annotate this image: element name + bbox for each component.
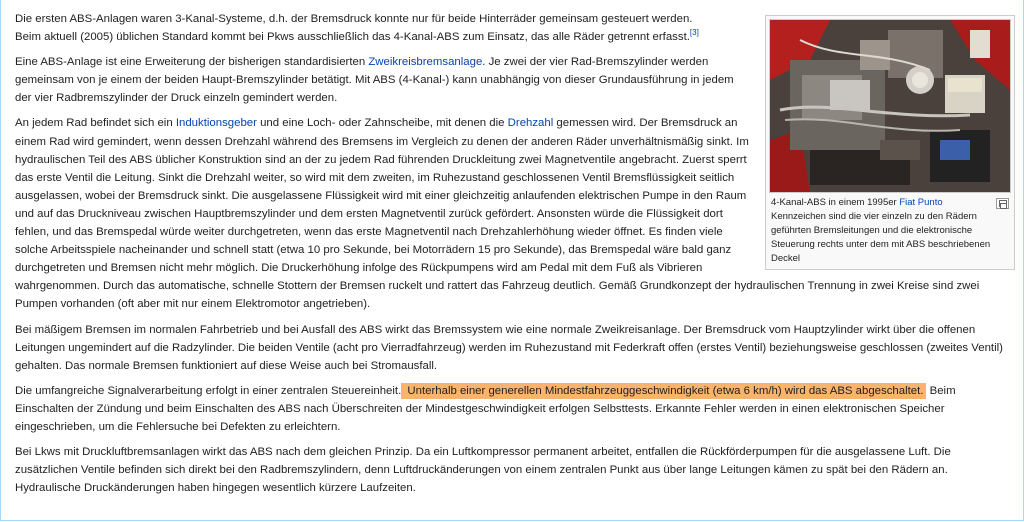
p5-text-b: Beim Einschalten der Zündung und beim Einschalten des ABS nach Überschreiten der Mindestgeschwindigkeit erfolgen Selbsttests. Erkannte Fehler werden in einen elektronischen Speicher eingeschrieben, um die Fehlersuche bei Defekten zu erleichtern. xyxy=(15,384,956,433)
caption-text-b: Kennzeichen sind die vier einzeln zu den Rädern geführten Bremsleitungen und die elektronische Steuerung rechts unter dem mit ABS beschriebenen Deckel xyxy=(771,211,991,265)
paragraph-6: Bei Lkws mit Druckluftbremsanlagen wirkt das ABS nach dem gleichen Prinzip. Da ein Luftkompressor permanent arbeitet, entfallen die Rückförderpumpen für die ausgelassene Luft. Die zusätzlichen Ventile befinden sich direkt bei den Radbremszylindern, denn Luftdruckänderungen von einem zentralen Punkt aus über lange Leitungen kämen zu spät bei den Rädern an. Hydraulische Druckänderungen haben hingegen wesentlich kürzere Laufzeiten. xyxy=(15,446,951,495)
p3-text-b: und eine Loch- oder Zahnscheibe, mit denen die xyxy=(256,117,508,130)
engine-bay-image[interactable] xyxy=(769,19,1011,193)
p1-line1: Die ersten ABS-Anlagen waren 3-Kanal-Systeme, d.h. der Bremsdruck konnte nur für beide Hinterräder gemeinsam gesteuert werden. xyxy=(15,13,693,25)
reference-3[interactable] xyxy=(690,28,699,37)
link-zweikreisbremsanlage[interactable]: Zweikreisbremsanlage xyxy=(368,56,483,69)
highlighted-sentence: Unterhalb einer generellen Mindestfahrzeuggeschwindigkeit (etwa 6 km/h) wird das ABS abgeschaltet. xyxy=(401,383,926,399)
figure-thumbnail xyxy=(765,15,1015,270)
figure-caption xyxy=(769,193,1011,266)
paragraph-5 xyxy=(15,382,1015,436)
article-content xyxy=(15,10,1015,504)
p3-text-a: An jedem Rad befindet sich ein xyxy=(15,117,176,130)
link-drehzahl[interactable]: Drehzahl xyxy=(507,117,554,130)
p2-text-b: . Je zwei der vier Rad-Bremszylinder werden gemeinsam von je einem der beiden Haupt-Bremszylinder betätigt. Mit ABS (4-Kanal-) kann unabhängig von dieser Grundausführung in jedem der vier Radbremszylinder der Druck einzeln gemindert werden. xyxy=(15,56,734,105)
reference-3-link[interactable]: [3] xyxy=(689,28,699,38)
p2-text-a: Eine ABS-Anlage ist eine Erweiterung der bisherigen standardisierten xyxy=(15,56,369,69)
paragraph-4: Bei mäßigem Bremsen im normalen Fahrbetrieb und bei Ausfall des ABS wirkt das Bremssystem wie eine normale Zweikreisanlage. Der Bremsdruck vom Hauptzylinder wirkt über die offenen Leitungen ungemindert auf die Radzylinder. Die beiden Ventile (acht pro Vierradfahrzeug) werden im Ruhezustand mit Federkraft offen (erstes Ventil) beziehungsweise geschlossen (zweites Ventil) gehalten. Das normale Bremsen funktioniert auf diese Weise auch bei Stromausfall. xyxy=(15,323,1003,372)
caption-text-a: 4-Kanal-ABS in einem 1995er xyxy=(771,197,900,208)
p1-line2: Beim aktuell (2005) üblichen Standard kommt bei Pkws ausschließlich das 4-Kanal-ABS zum Einsatz, das alle Räder getrennt erfasst. xyxy=(15,31,690,44)
link-fiat-punto[interactable]: Fiat Punto xyxy=(899,197,943,208)
p3-text-c: gemessen wird. Der Bremsdruck an einem Rad wird gemindert, wenn dessen Drehzahl während des Bremsens im Vergleich zu denen der anderen Räder unverhältnismäßig sinkt. Im hydraulischen Teil des ABS üblicher Konstruktion sind an der zu jedem Rad führenden Druckleitung zwei Magnetventile angebracht. Zuerst sperrt das erste Ventil die Leitung. Sinkt die Drehzahl weiter, so wird mit dem zweiten, im Ruhezustand geschlossenen Ventil Bremsflüssigkeit seitlich ausgelassen, wobei der Bremsdruck sinkt. Die ausgelassene Flüssigkeit wird mit einer gleichzeitig anlaufenden elektrischen Pumpe in den Raum und auf das Druckniveau zwischen Hauptbremszylinder und dem ersten Magnetventil zurück gefördert. Ansonsten würde die Flüssigkeit dort fehlen, und das Bremspedal würde weiter durchgetreten, wenn das erste Magnetventil nach Drehzahlerhöhung wieder öffnet. Es finden viele solche Arbeitsspiele nacheinander und schnell statt (etwa 10 pro Sekunde, bei Motorrädern 15 pro Sekunde), das Bremspedal wäre bald ganz durchgetreten und Bremsen nicht mehr möglich. Die Druckerhöhung infolge des Rückpumpens wird am Pedal mit dem Fuß als Vibrieren wahrgenommen. Durch das automatische, schnelle Stottern der Bremsen ruckelt und rattert das Fahrzeug deutlich. Gemäß Grundkonzept der hydraulischen Trennung in zwei Kreise sind zwei Pumpen vorhanden (oft aber mit nur einem Elektromotor angetrieben). xyxy=(15,117,980,311)
link-induktionsgeber[interactable]: Induktionsgeber xyxy=(175,117,257,130)
p5-text-a: Die umfangreiche Signalverarbeitung erfolgt in einer zentralen Steuereinheit. xyxy=(15,384,402,397)
magnify-icon[interactable] xyxy=(996,198,1009,209)
